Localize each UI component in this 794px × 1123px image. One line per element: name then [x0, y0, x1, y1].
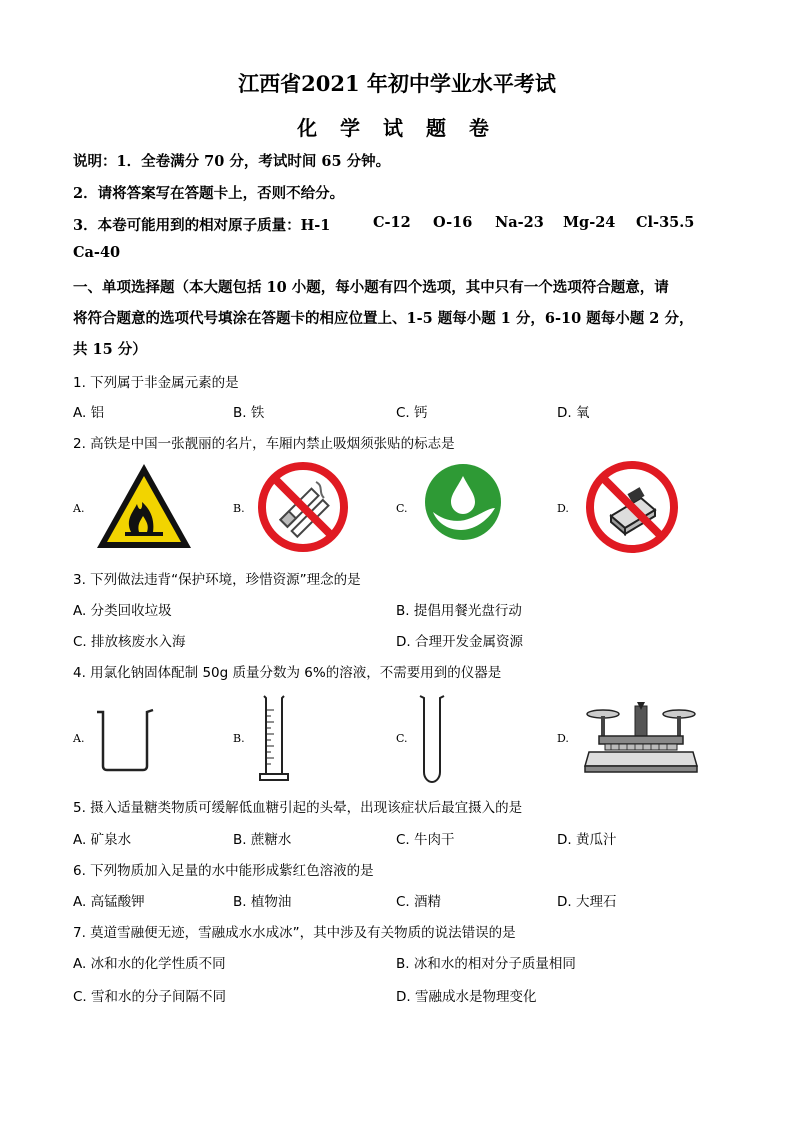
question-5-stem: 5. 摄入适量糖类物质可缓解低血糖引起的头晕，出现该症状后最宜摄入的是	[73, 800, 523, 816]
section-heading-3: 共 15 分）	[73, 341, 147, 358]
q3-option-a[interactable]: A. 分类回收垃圾	[73, 603, 172, 619]
note-1: 说明：1．全卷满分 70 分，考试时间 65 分钟。	[73, 153, 391, 170]
note-2: 2．请将答案写在答题卡上，否则不给分。	[73, 185, 345, 202]
question-2-stem: 2. 高铁是中国一张靓丽的名片，车厢内禁止吸烟须张贴的标志是	[73, 436, 455, 452]
mass-c: C-12	[373, 214, 411, 231]
exam-subtitle: 化 学 试 题 卷	[297, 116, 497, 140]
question-6-stem: 6. 下列物质加入足量的水中能形成紫红色溶液的是	[73, 863, 374, 879]
q3-option-d[interactable]: D. 合理开发金属资源	[396, 634, 523, 650]
q7-option-b[interactable]: B. 冰和水的相对分子质量相同	[396, 956, 576, 972]
q2-option-b[interactable]: B.	[233, 502, 245, 515]
q6-option-d[interactable]: D. 大理石	[557, 894, 617, 910]
q6-option-c[interactable]: C. 酒精	[396, 894, 442, 910]
note-3: 3．本卷可能用到的相对原子质量：H-1	[73, 217, 331, 234]
water-saving-icon	[423, 462, 503, 542]
test-tube-icon	[418, 694, 446, 786]
section-heading-1: 一、单项选择题（本大题包括 10 小题，每小题有四个选项，其中只有一个选项符合题意，请	[73, 279, 669, 296]
q4-option-b[interactable]: B.	[233, 732, 245, 745]
section-heading-2: 将符合题意的选项代号填涂在答题卡的相应位置上、1-5 题每小题 1 分，6-10 题每小题 2 分，	[73, 310, 694, 327]
mass-cl: Cl-35.5	[636, 214, 695, 231]
q2-option-c[interactable]: C.	[396, 502, 408, 515]
q3-option-c[interactable]: C. 排放核废水入海	[73, 634, 186, 650]
q3-option-b[interactable]: B. 提倡用餐光盘行动	[396, 603, 522, 619]
q2-option-a[interactable]: A.	[73, 502, 85, 515]
no-matches-icon	[585, 460, 679, 554]
q4-option-c[interactable]: C.	[396, 732, 408, 745]
q4-option-a[interactable]: A.	[73, 732, 85, 745]
q1-option-d[interactable]: D. 氧	[557, 405, 590, 421]
question-4-stem: 4. 用氯化钠固体配制 50g 质量分数为 6%的溶液，不需要用到的仪器是	[73, 665, 502, 681]
q4-option-d[interactable]: D.	[557, 732, 569, 745]
mass-o: O-16	[433, 214, 473, 231]
q6-option-a[interactable]: A. 高锰酸钾	[73, 894, 145, 910]
q7-option-a[interactable]: A. 冰和水的化学性质不同	[73, 956, 226, 972]
q5-option-d[interactable]: D. 黄瓜汁	[557, 832, 617, 848]
q2-option-d[interactable]: D.	[557, 502, 569, 515]
q5-option-b[interactable]: B. 蔗糖水	[233, 832, 292, 848]
mass-na: Na-23	[495, 214, 544, 231]
question-1-stem: 1. 下列属于非金属元素的是	[73, 375, 239, 391]
q7-option-d[interactable]: D. 雪融成水是物理变化	[396, 989, 537, 1005]
q1-option-c[interactable]: C. 钙	[396, 405, 428, 421]
graduated-cylinder-icon	[256, 694, 292, 784]
flammable-warning-icon	[95, 462, 193, 550]
mass-mg: Mg-24	[563, 214, 616, 231]
question-3-stem: 3. 下列做法违背“保护环境，珍惜资源”理念的是	[73, 572, 361, 588]
no-smoking-icon	[258, 462, 348, 552]
q6-option-b[interactable]: B. 植物油	[233, 894, 292, 910]
q1-option-a[interactable]: A. 铝	[73, 405, 105, 421]
balance-scale-icon	[585, 700, 697, 778]
q5-option-a[interactable]: A. 矿泉水	[73, 832, 132, 848]
exam-title: 江西省2021 年初中学业水平考试	[238, 71, 556, 96]
q1-option-b[interactable]: B. 铁	[233, 405, 265, 421]
q7-option-c[interactable]: C. 雪和水的分子间隔不同	[73, 989, 227, 1005]
q5-option-c[interactable]: C. 牛肉干	[396, 832, 455, 848]
note-3-cont: Ca-40	[73, 244, 121, 261]
question-7-stem: 7. 莫道雪融便无迹，雪融成水水成冰”，其中涉及有关物质的说法错误的是	[73, 925, 516, 941]
beaker-icon	[95, 708, 155, 772]
